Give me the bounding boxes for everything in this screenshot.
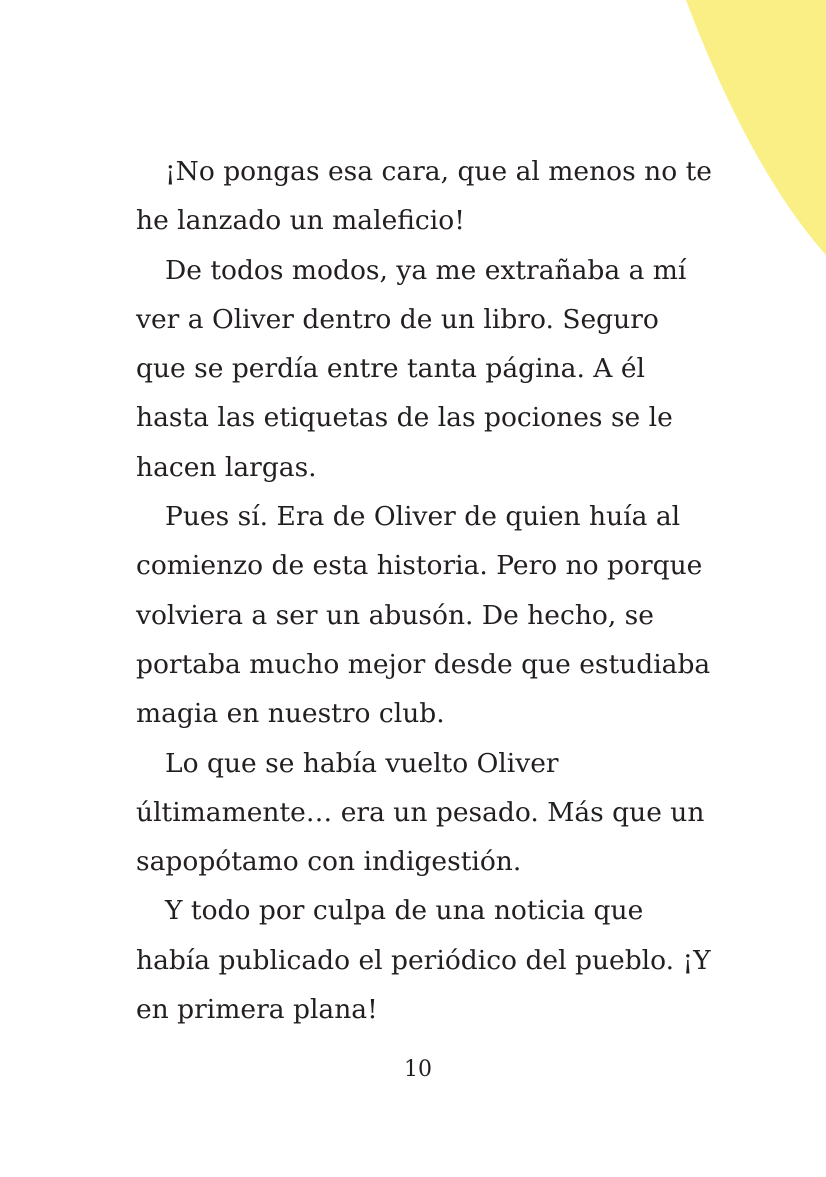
paragraph-2: De todos modos, ya me extrañaba a mí ver a Oliver dentro de un libro. Seguro que se perdía entre tanta página. A él hasta las etiquetas de las pociones se le hacen largas. [136, 254, 687, 483]
paragraph-4: Lo que se había vuelto Oliver últimamente… era un pesado. Más que un sapopótamo con indigestión. [136, 747, 705, 878]
paragraph-1: ¡No pongas esa cara, que al menos no te he lanzado un maleficio! [136, 156, 712, 237]
page-number: 10 [404, 1057, 432, 1082]
paragraph-3: Pues sí. Era de Oliver de quien huía al comienzo de esta historia. Pero no porque volviera a ser un abusón. De hecho, se portaba mucho mejor desde que estudiaba magia en nuestro club. [136, 501, 711, 730]
paragraph-5: Y todo por culpa de una noticia que había publicado el periódico del pueblo. ¡Y en primera plana! [136, 895, 711, 1026]
body-text [136, 147, 716, 1034]
